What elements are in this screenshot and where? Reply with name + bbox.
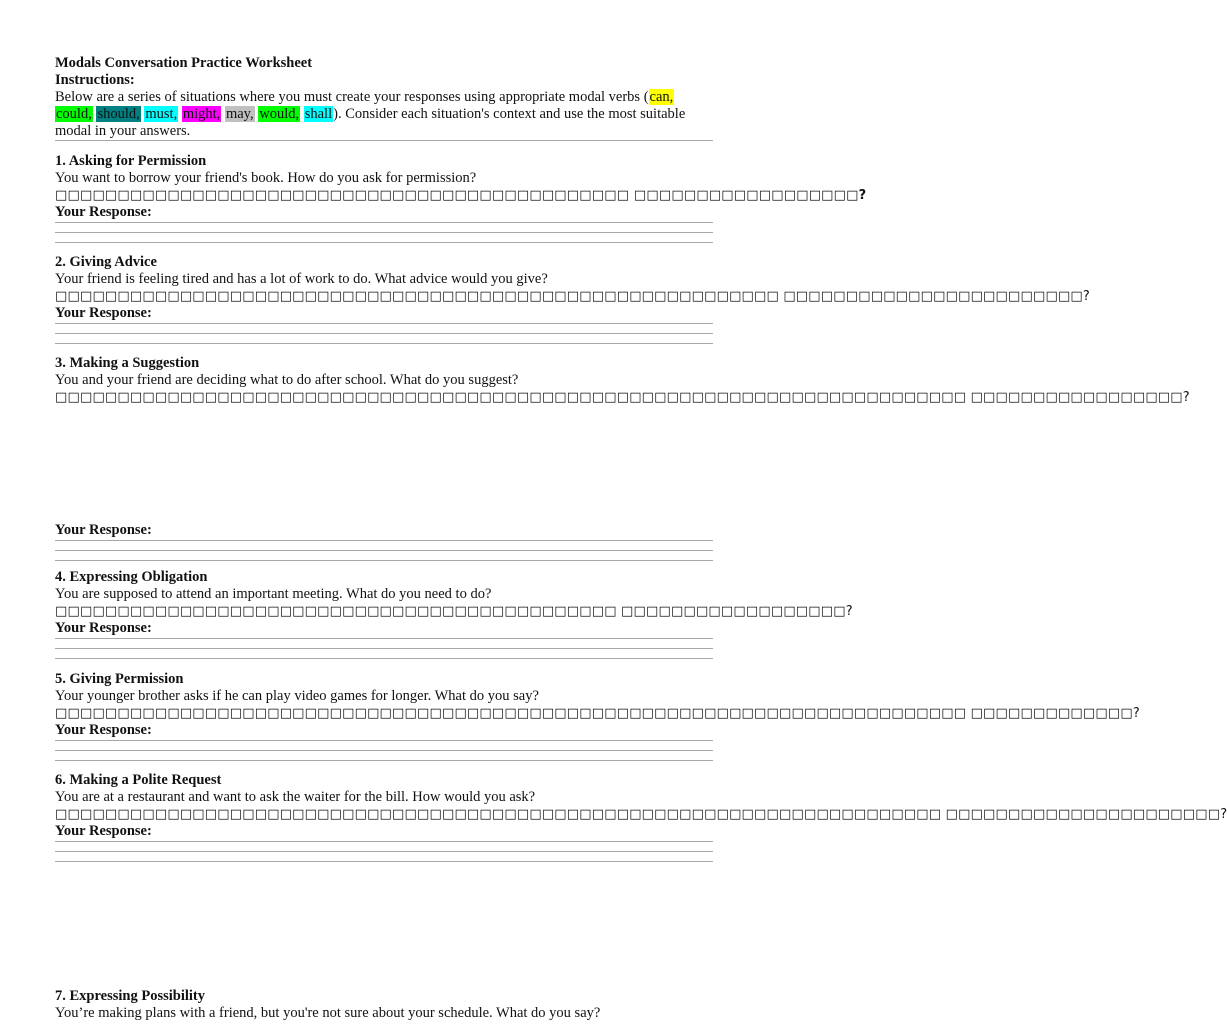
section-prompt: You and your friend are deciding what to do after school. What do you suggest? — [55, 372, 519, 388]
section-prompt: You’re making plans with a friend, but you're not sure about your schedule. What do you say? — [55, 1005, 601, 1021]
section-expressing-possibility — [55, 988, 713, 1022]
response-line[interactable] — [55, 232, 713, 233]
response-line[interactable] — [55, 222, 713, 223]
section-translation: □□□□□□□□□□□□□□□□□□□□□□□□□□□□□□□□□□□□□□□□□□□□□□□□□□□□□□□□□□□□□□□□□□□□□□□□□ □□□□□□□□□□□□□? — [55, 706, 1140, 721]
instructions-label: Instructions: — [55, 72, 135, 88]
section-giving-advice — [55, 254, 1091, 344]
response-line[interactable] — [55, 540, 713, 541]
section-making-suggestion — [55, 355, 1190, 406]
section-heading: 5. Giving Permission — [55, 671, 184, 687]
section-heading: 3. Making a Suggestion — [55, 355, 200, 371]
modal-verb-shall: shall — [304, 106, 333, 122]
modal-verb-must: must, — [145, 106, 178, 122]
response-label: Your Response: — [55, 204, 152, 220]
instructions-text — [55, 89, 713, 140]
modal-verb-may: may, — [225, 106, 254, 122]
modal-verb-might: might, — [182, 106, 221, 122]
modal-verb-could: could, — [56, 106, 92, 122]
response-label: Your Response: — [55, 620, 152, 636]
response-line[interactable] — [55, 851, 713, 852]
worksheet-title: Modals Conversation Practice Worksheet — [55, 55, 313, 71]
section-translation: □□□□□□□□□□□□□□□□□□□□□□□□□□□□□□□□□□□□□□□□□□□□□□□□□□□□□□□□□□ □□□□□□□□□□□□□□□□□□□□□□□□? — [55, 289, 1091, 304]
section-expressing-obligation — [55, 569, 853, 659]
section-prompt: Your friend is feeling tired and has a lot of work to do. What advice would you give? — [55, 271, 548, 287]
section-translation: □□□□□□□□□□□□□□□□□□□□□□□□□□□□□□□□□□□□□□□□□□□□□ □□□□□□□□□□□□□□□□□□? — [55, 604, 853, 619]
response-line[interactable] — [55, 343, 713, 344]
section-heading: 2. Giving Advice — [55, 254, 157, 270]
response-label: Your Response: — [55, 522, 152, 538]
section-asking-permission — [55, 153, 867, 243]
section-heading: 7. Expressing Possibility — [55, 988, 205, 1004]
response-label: Your Response: — [55, 823, 152, 839]
modal-verb-would: would, — [259, 106, 300, 122]
response-line[interactable] — [55, 638, 713, 639]
response-line[interactable] — [55, 861, 713, 862]
section-polite-request — [55, 772, 1227, 862]
response-line[interactable] — [55, 648, 713, 649]
response-line[interactable] — [55, 740, 713, 741]
response-label: Your Response: — [55, 722, 152, 738]
response-line[interactable] — [55, 323, 713, 324]
response-line[interactable] — [55, 841, 713, 842]
response-line[interactable] — [55, 560, 713, 561]
section-giving-permission — [55, 671, 1140, 761]
section-translation: □□□□□□□□□□□□□□□□□□□□□□□□□□□□□□□□□□□□□□□□□□□□□□ □□□□□□□□□□□□□□□□□□? — [55, 188, 867, 203]
instructions-before: Below are a series of situations where you must create your responses using appropriate modal verbs ( — [55, 89, 649, 105]
section-prompt: Your younger brother asks if he can play video games for longer. What do you say? — [55, 688, 539, 704]
response-line[interactable] — [55, 333, 713, 334]
section-translation: □□□□□□□□□□□□□□□□□□□□□□□□□□□□□□□□□□□□□□□□□□□□□□□□□□□□□□□□□□□□□□□□□□□□□□□□□ □□□□□□□□□□□□□□□□□? — [55, 390, 1190, 405]
section-making-suggestion-response — [55, 522, 713, 561]
section-heading: 4. Expressing Obligation — [55, 569, 208, 585]
response-label: Your Response: — [55, 305, 152, 321]
worksheet-page — [55, 55, 1227, 1021]
divider — [55, 140, 713, 141]
instructions-after: ). Consider each situation's context and use the most suitable modal in your answers. — [55, 106, 686, 139]
section-prompt: You are at a restaurant and want to ask the waiter for the bill. How would you ask? — [55, 789, 536, 805]
section-prompt: You want to borrow your friend's book. How do you ask for permission? — [55, 170, 477, 186]
section-prompt: You are supposed to attend an important meeting. What do you need to do? — [55, 586, 492, 602]
modal-verb-can: can, — [649, 89, 674, 105]
response-line[interactable] — [55, 242, 713, 243]
section-heading: 1. Asking for Permission — [55, 153, 207, 169]
response-line[interactable] — [55, 760, 713, 761]
section-translation: □□□□□□□□□□□□□□□□□□□□□□□□□□□□□□□□□□□□□□□□□□□□□□□□□□□□□□□□□□□□□□□□□□□□□□□ □□□□□□□□□□□□□□□□□□□□□□? — [55, 807, 1227, 822]
response-line[interactable] — [55, 550, 713, 551]
modal-verb-should: should, — [97, 106, 140, 122]
section-heading: 6. Making a Polite Request — [55, 772, 222, 788]
response-line[interactable] — [55, 750, 713, 751]
response-line[interactable] — [55, 658, 713, 659]
